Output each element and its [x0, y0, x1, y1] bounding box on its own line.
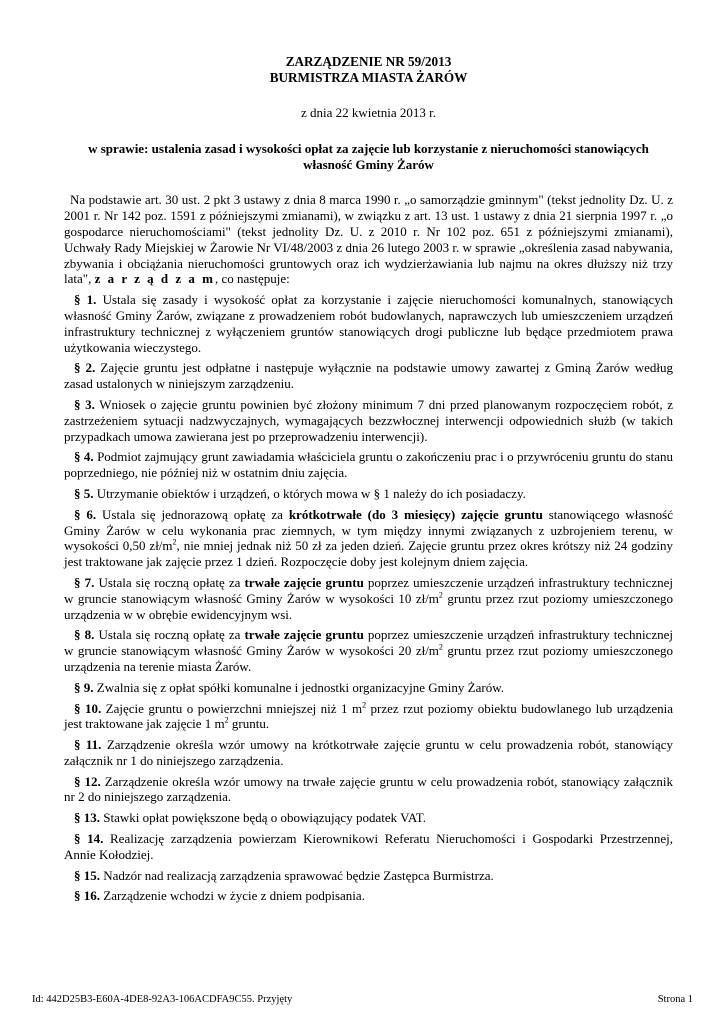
- paragraph-text-a: Ustala się roczną opłatę za: [98, 574, 245, 590]
- superscript: 2: [224, 715, 229, 725]
- page-number: Strona 1: [657, 994, 693, 1005]
- document-id: Id: 442D25B3-E60A-4DE8-92A3-106ACDFA9C55. Przyjęty: [32, 994, 293, 1005]
- paragraph-number: § 10.: [74, 700, 102, 716]
- paragraph-9: [64, 680, 673, 696]
- paragraph-text-a: Zajęcie gruntu o powierzchni mniejszej niż 1 m: [105, 700, 363, 716]
- paragraph-emphasis: krótkotrwałe (do 3 miesięcy) zajęcie gruntu: [288, 506, 543, 522]
- paragraph-14: [64, 831, 673, 863]
- paragraph-number: § 14.: [74, 831, 104, 847]
- paragraph-number: § 5.: [74, 485, 94, 501]
- paragraph-number: § 12.: [74, 773, 101, 789]
- paragraph-text: Zarządzenie określa wzór umowy na krótkotrwałe zajęcie gruntu w celu prowadzenia robót, stanowiący załącznik nr 1 do niniejszego zarządzenia.: [64, 737, 673, 768]
- paragraph-text: Zarządzenie wchodzi w życie z dniem podpisania.: [103, 888, 365, 904]
- title-line-1: ZARZĄDZENIE NR 59/2013: [285, 54, 452, 69]
- intro-text: Na podstawie art. 30 ust. 2 pkt 3 ustawy z dnia 8 marca 1990 r. „o samorządzie gminnym" (tekst jednolity Dz. U. z 2001 r. Nr 142 poz. 1591 z późniejszymi zmianami), w związku z art. 13 ust. 1 ustawy z dnia 21 sierpnia 1997 r. „o gospodarce nieruchomościami" (tekst jednolity Dz. U. z 2010 r. Nr 102 poz. 651 z późniejszymi zmianami), Uchwały Rady Miejskiej w Żarowie Nr VI/48/2003 z dnia 26 lutego 2003 r. w sprawie „określenia zasad nabywania, zbywania i obciążania nieruchomości gruntowych oraz ich wydzierżawiania lub najmu na okres dłuższy niż trzy lata",: [64, 192, 673, 287]
- paragraph-text-b: przez rzut poziomy obiektu budowlanego lub urządzenia jest traktowane jak zajęcie 1 m: [64, 700, 674, 732]
- paragraph-text: Zajęcie gruntu jest odpłatne i następuje wyłącznie na podstawie umowy zawartej z Gminą Żarów według zasad ustalonych w niniejszym zarządzeniu.: [64, 360, 673, 392]
- paragraph-number: § 4.: [74, 449, 94, 465]
- paragraph-text: Zwalnia się z opłat spółki komunalne i jednostki organizacyjne Gminy Żarów.: [96, 679, 504, 695]
- paragraph-emphasis: trwałe zajęcie gruntu: [244, 574, 364, 590]
- paragraph-13: [64, 810, 673, 826]
- superscript: 2: [362, 700, 367, 710]
- paragraph-10: [64, 701, 673, 733]
- document-title: [64, 54, 673, 85]
- paragraph-text-b: poprzez umieszczenie urządzeń infrastruktury technicznej w gruncie stanowiącym własność Gminy Żarów w wysokości 10 zł/m: [64, 574, 673, 606]
- paragraph-text-c: , nie mniej jednak niż 50 zł za jeden dzień. Zajęcie gruntu przez okres krótszy niż 24 godziny jest traktowane jak zajęcie przez 1 dzień. Rozpoczęcie doby jest kolejnym dniem zajęcia.: [64, 538, 674, 570]
- paragraph-number: § 8.: [74, 627, 95, 643]
- paragraph-1: [64, 292, 673, 355]
- paragraph-text: Podmiot zajmujący grunt zawiadamia właściciela gruntu o zakończeniu prac i o przywróceniu gruntu do stanu poprzedniego, nie później niż w ostatnim dniu zajęcia.: [64, 449, 674, 481]
- paragraph-number: § 13.: [74, 810, 100, 826]
- paragraph-8: [64, 627, 673, 674]
- paragraph-number: § 2.: [74, 360, 96, 376]
- title-line-2: BURMISTRZA MIASTA ŻARÓW: [269, 69, 468, 85]
- paragraph-5: [64, 486, 673, 502]
- paragraph-12: [64, 774, 673, 806]
- paragraph-3: [64, 397, 673, 444]
- paragraph-text-a: Ustala się roczną opłatę za: [98, 627, 245, 643]
- paragraph-text-c: gruntu.: [228, 716, 270, 732]
- paragraph-7: [64, 575, 673, 622]
- paragraph-number: § 11.: [74, 737, 102, 753]
- paragraph-text: Ustala się zasady i wysokość opłat za korzystanie i zajęcie nieruchomości komunalnych, stanowiących własność Gminy Żarów, związane z prowadzeniem robót budowlanych, naprawczych lub umieszczeniem urządzeń infrastruktury technicznej z wyłączeniem gruntów stanowiących drogi publiczne lub będące przedmiotem prawa użytkowania wieczystego.: [64, 292, 673, 355]
- paragraph-text: Stawki opłat powiększone będą o obowiązujący podatek VAT.: [103, 810, 427, 826]
- paragraph-number: § 1.: [74, 292, 97, 308]
- paragraph-text: Zarządzenie określa wzór umowy na trwałe zajęcie gruntu w celu prowadzenia robót, stanowiący załącznik nr 2 do niniejszego zarządzenia.: [64, 773, 673, 805]
- paragraph-4: [64, 449, 673, 481]
- paragraph-6: [64, 507, 673, 570]
- superscript: 2: [438, 590, 443, 600]
- intro-paragraph: [64, 192, 673, 287]
- paragraph-text: Nadzór nad realizacją zarządzenia sprawować będzie Zastępca Burmistrza.: [103, 867, 494, 883]
- paragraph-number: § 16.: [74, 888, 100, 904]
- paragraph-number: § 3.: [74, 396, 95, 412]
- paragraph-text: Wniosek o zajęcie gruntu powinien być złożony minimum 7 dni przed planowanym rozpoczęciem robót, z zastrzeżeniem sytuacji nadzwyczajnych, wymagających bezzwłocznej interwencji odpowiednich służb (w takich przypadkach umowa zawierana jest po przeprowadzeniu interwencji).: [64, 396, 674, 444]
- paragraph-text-c: gruntu przez rzut poziomy umieszczonego urządzenia na terenie miasta Żarów.: [64, 643, 673, 674]
- paragraph-text-b: stanowiącego własność Gminy Żarów w celu wykonania prac ziemnych, w tym między innymi związanych z uzbrojeniem terenu, w wysokości 0,50 zł/m: [64, 506, 673, 554]
- paragraph-text: Realizację zarządzenia powierzam Kierownikowi Referatu Nieruchomości i Gospodarki Przestrzennej, Annie Kołodziej.: [64, 831, 673, 862]
- paragraph-number: § 15.: [74, 867, 100, 883]
- superscript: 2: [172, 538, 177, 547]
- superscript: 2: [438, 642, 443, 652]
- paragraph-text-a: Ustala się jednorazową opłatę za: [102, 506, 289, 522]
- intro-tail: , co następuje:: [214, 271, 290, 287]
- document-date: z dnia 22 kwietnia 2013 r.: [300, 105, 437, 120]
- paragraph-number: § 9.: [74, 679, 94, 695]
- paragraph-text-b: poprzez umieszczenie urządzeń infrastruktury technicznej w gruncie stanowiącym własność Gminy Żarów w wysokości 20 zł/m: [64, 627, 673, 659]
- document-page: [64, 54, 673, 904]
- paragraph-text: Utrzymanie obiektów i urządzeń, o których mowa w § 1 należy do ich posiadaczy.: [96, 485, 526, 501]
- paragraph-number: § 7.: [74, 574, 95, 590]
- paragraph-number: § 6.: [74, 506, 97, 522]
- paragraph-text-c: gruntu przez rzut poziomy umieszczonego urządzenia w w obrębie ewidencyjnym wsi.: [64, 590, 673, 622]
- paragraph-emphasis: trwałe zajęcie gruntu: [244, 627, 364, 643]
- paragraph-2: [64, 360, 673, 392]
- decree-word: z a r z ą d z a m: [94, 271, 215, 287]
- document-subject: w sprawie: ustalenia zasad i wysokości opłat za zajęcie lub korzystanie z nieruchomości stanowiących własność Gminy Żarów: [88, 140, 649, 172]
- paragraph-11: [64, 737, 673, 769]
- paragraph-15: [64, 868, 673, 884]
- paragraph-16: [64, 888, 673, 904]
